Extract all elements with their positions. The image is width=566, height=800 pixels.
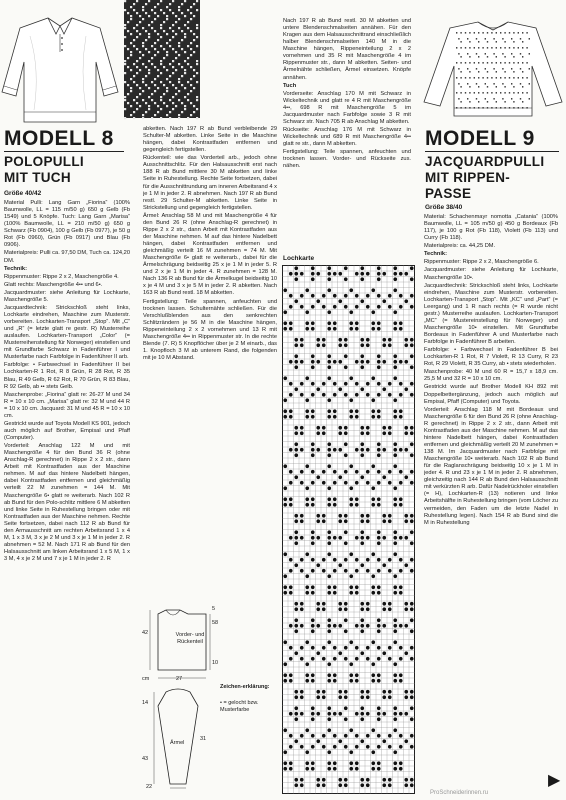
paragraph: Fertigstellung: Teile spannen, anfeuchten und trocknen lassen. Vorder- und Rückseite zus. nähen.	[283, 149, 411, 170]
paragraph: Rippenmuster: Rippe 2 x 2, Maschengröße 6.	[424, 259, 539, 266]
dim-42: 42	[142, 630, 149, 636]
model8-rule	[4, 151, 124, 152]
paragraph: Gestrickt wurde auf Brother Modell KH 892 mit Doppelbettergänzung, jedoch auch möglich auf Empisal, Pfaff (Computer) und Toyota.	[424, 384, 558, 405]
dim-14: 14	[142, 700, 149, 706]
paragraph: abketten. Nach 197 R ab Bund verbleibende 29 Schulter-M abketten. Linke Seite in die Maschine hängen, dabei Kontrastfaden entfernen und gegengleich fertigstellen.	[143, 126, 277, 154]
paragraph: Material: Schachenmayr nomotta „Catania“ (100% Baumwolle, LL = 105 m/50 g) 450 g Bordeaux (Fb 117), je 100 g Rot (Fb 118), Violett (Fb 113) und Curry (Fb 118).	[424, 214, 558, 242]
unit-label: cm	[142, 676, 150, 682]
paragraph: Vorderteil: Anschlag 118 M mit Bordeaux und Maschengröße 6 für den Bund 26 R (ohne Anschlag-R gerechnet) in Rippe 2 x 2 str., dann Arbeit mit Kontrastfaden aus der Maschine nehmen. M auf das hintere Nadelbett hängen, dabei Kontrastfaden entfernen und gleichmäßig verteilt 20 M zunehmen = 138 M. Im Jacquardmuster nach Farbfolge mit Maschengröße 10• weiterarb. Nach 102 R ab Bund für die Raglanschrägung beidseitig 10 x je 1 M in jeder 4. R und 23 x je 1 M in jeder 2. R abnehmen, gleichzeitig nach 144 R ab Bund den Halsausschnitt mit verkürzten R arb. Dafür Nadelrückholer einstellen (= H), Lochkarten-R (13) notieren und linke Arbeitshälfte in Ruhestellung bringen (vom Löcher zu vermeiden, den Faden um die letzte Nadel in Ruhestellung legen). Nach 154 R ab Bund sind die M in Ruhestellung	[424, 406, 558, 526]
dim-10: 10	[212, 660, 219, 666]
model8-instructions-col1	[4, 200, 130, 790]
paragraph: Vorderteil: Anschlag 122 M und mit Maschengröße 4 für den Bund 36 R (ohne Anschlag-R gerechnet) in Rippe 2 x 2 str., dann Arbeit mit Kontrastfaden aus der Maschine nehmen. M auf das hintere Nadelbett hängen, dabei Kontrastfaden entfernen und gleichmäßig verteilt 22 M zunehmen = 144 M. Mit Maschengröße 6• glatt re weiterarb. Nach 102 R ab Bund für den Polo-schlitz mittlere 6 M abketten und linke Seite in Ruhestellung bringen oder mit Kontrastfaden aus der Maschine nehmen. Rechte Seite fortsetzen, dabei nach 112 R ab Bund für den Armausschnitt am rechten Arbeitsrand 1 x 4 M, 1 x 3 M, 3 x je 2 M und 3 x je 1 M in jeder 2. R abnehmen = 52 M. Nach 171 R ab Bund für den Halsausschnitt am linken Arbeitsrand 1 x 5 M, 1 x 3 M, 4 x je 2 M und 7 x je 1 M in jeder 2. R	[4, 443, 130, 563]
dim-43: 43	[142, 756, 149, 762]
paragraph: Rippenmuster: Rippe 2 x 2, Maschengröße 4.	[4, 273, 119, 280]
model8-subtitle-2: MIT TUCH	[4, 170, 71, 185]
model9-size: Größe 38/40	[425, 204, 463, 211]
paragraph: Materialpreis: Pulli ca. 97,50 DM, Tuch ca. 124,20 DM.	[4, 250, 130, 264]
front-back-schematic	[140, 606, 220, 686]
sleeve-label: Ärmel	[170, 740, 185, 746]
dim-31: 31	[200, 736, 207, 742]
paragraph: Jacquardtechnik: Strickschloß steht links, Lochkarte eindrehen, Maschine zum Musterstr. vorbereiten. Lochkarten-Transport „Stop“. Mit „KC“ und „Part“ (= Leergang) und 1 R nach rechts (= R wurde nicht gestr.) Musterreihe auslaufen. Lochkarten-Transport „MC“ (= Mustereinstellung für Norweger) und Maschengröße 10• einstellen. Mit Grundfarbe Bordeaux in Fadenführer A und Musterfarbe nach Farbfolge in Fadenführer B arbeiten.	[424, 282, 558, 346]
watermark: ProSchneiderinnen.ru	[430, 790, 489, 796]
paragraph: Material Pulli: Lang Garn „Fiorina“ (100% Baumwolle, LL = 115 m/50 g) 650 g Gelb (Fb 1549) und 5 Knöpfe. Tuch: Lang Garn „Marisa“ (100% Baumwolle, LL = 210 m/50 g) 650 g Schwarz (Fb 0904), 100 g Gelb (Fb 0977), je 50 g Rot (Fb 0960), Grün (Fb 0917) und Blau (Fb 0906).	[4, 200, 130, 249]
legend-dot: • = gelocht bzw. Musterfarbe	[220, 700, 259, 713]
polo-sweater-illustration	[0, 0, 122, 130]
model8-size: Größe 40/42	[4, 190, 42, 197]
front-back-label: Vorder- und Rückenteil	[175, 632, 205, 645]
paragraph: Jacquardmuster: siehe Anleitung für Lochkarte, Maschengröße 5.	[4, 289, 130, 303]
col3-instructions	[283, 18, 411, 250]
jacquard-sweater-illustration	[420, 20, 566, 120]
model9-instructions	[424, 214, 561, 792]
legend-title: Zeichen-erklärung:	[220, 684, 270, 690]
dim-5: 5	[212, 606, 216, 612]
paragraph: Ärmel: Anschlag 58 M und mit Maschengröße 4 für den Bund 26 R (ohne Anschlag-R gerechnet) in Rippe 2 x 2 str., dann Arbeit mit Kontrastfaden aus der Maschine nehmen. M auf das hintere Nadelbett hängen, dabei Kontrastfaden entfernen und gleichmäßig verteilt 16 M zunehmen = 74 M. Mit Maschengröße 6• glatt re weiterarb., dabei für die Ärmelschrägung beidseitig 25 x je 1 M in jeder 5. R und 2 x je 1 M in jeder 4. R zunehmen = 128 M. Nach 136 R ab Bund für die Ärmelkugel beidseitig 10 x je 4 M und 3 x je 5 M in jeder 2. R abketten. Nach 163 R ab Bund restl. 18 M abketten.	[143, 212, 277, 297]
heading: Technik:	[4, 265, 27, 272]
dim-27: 27	[176, 676, 183, 682]
model9-subtitle-3: PASSE	[425, 186, 472, 201]
paragraph: Maschenprobe: 40 M und 60 R = 15,7 x 18,9 cm. 25,5 M und 32 R = 10 x 10 cm.	[424, 369, 558, 383]
model8-instructions-col2	[143, 126, 277, 601]
model9-subtitle-1: JACQUARDPULLI	[425, 154, 545, 169]
paragraph: Rückseite: Anschlag 176 M mit Schwarz in Wickeltechnik und 689 R mit Maschengröße 4•• glatt re str., dann M abketten.	[283, 126, 411, 148]
paragraph: Fertigstellung: Teile spannen, anfeuchten und trocknen lassen. Schulternähte schließen. Für die Verschlußblenden aus den senkrechten Schlitzrändern je 56 M in die Maschine hängen, Rippeneinteilung 2 x 2 vornehmen und 13 R mit Maschengröße 4•• in Rippenmuster str. In die rechte Blende (7. R) 5 Knopflöcher über je 2 M einarb., das 1. Knopfloch 3 M ab unterem Rand, die folgenden mit je 10 M Abstand.	[143, 298, 277, 361]
paragraph: Materialpreis: ca. 44,25 DM.	[424, 243, 496, 250]
heading: Tuch	[283, 82, 297, 89]
model8-title: MODELL 8	[4, 127, 114, 150]
paragraph: Maschenprobe: „Fiorina“ glatt re: 26-27 M und 34 R = 10 x 10 cm. „Marisa“ glatt re: 32 M und 44 R = 10 x 10 cm. Jacquard: 31 M und 45 R = 10 x 10 cm.	[4, 391, 130, 419]
paragraph: Jacquardmuster: siehe Anleitung für Lochkarte, Maschengröße 10•.	[424, 267, 558, 281]
paragraph: Farbfolge: • Farbwechsel in Fadenführer B bei Lochkarten-R 1 Rot, R 7 Violett, R 13 Curry, R 23 Rot, R 29 Violett, R 35 Curry, ab • stets wiederholen.	[424, 347, 558, 368]
dim-58: 58	[212, 620, 219, 626]
model9-rule	[425, 151, 559, 152]
paragraph: Nach 197 R ab Bund restl. 30 M abketten und untere Blendenschmalseiten annähen. Für den Kragen aus dem Halsausschnittrand einschließlich halber Blendenschmalseiten 140 M in die Maschine hängen, Rippeneinteilung 2 x 2 vornehmen und 35 R mit Maschengröße 4 im Rippenmuster str., dann M abketten. Seiten- und Ärmelnähte schließen, Ärmel einsetzen. Knöpfe annähen.	[283, 18, 411, 81]
paragraph: Vorderseite: Anschlag 170 M mit Schwarz in Wickeltechnik und glatt re 4 R mit Maschengröße 4••, 698 R mit Maschengröße 5 im Jacquardmuster nach Farbfolge sowie 3 R mit Schwarz str. Nach 705 R ab Anschlag M abketten.	[283, 90, 411, 125]
heading: Technik:	[424, 251, 447, 258]
dim-22: 22	[146, 784, 153, 790]
lochkarte-grid	[282, 265, 416, 795]
lochkarte-title: Lochkarte	[283, 255, 315, 262]
model8-subtitle-1: POLOPULLI	[4, 154, 84, 169]
paragraph: Farbfolge: • Farbwechsel in Fadenführer II bei Lochkarten-R 1 Rot, R 8 Grün, R 28 Rot, R 35 Blau, R 49 Gelb, R 62 Rot, R 70 Grün, R 83 Blau, R 92 Gelb, ab •• stets Gelb.	[4, 362, 130, 390]
paragraph: Jacquardtechnik: Strickschloß steht links, Lochkarte eindrehen, Maschine zum Musterstr. vorbereiten. Lochkarten-Transport „Stop“. Mit „C“ und „R“ (= letzte glatt re gestr. R) Musterreihe auslaufen. Lochkarten-Transport „Color“ (= Musterreihenstellung für Norweger) einstellen und mit Grundfarbe Schwarz in Fadenführer I und Musterfarbe nach Farbfolge in Fadenführer II arb.	[4, 304, 130, 361]
paragraph: Gestrickt wurde auf Toyota Modell KS 901, jedoch auch möglich auf Brother, Empisal und Pfaff (Computer).	[4, 420, 130, 441]
scarf-swatch-illustration	[122, 0, 202, 120]
model9-title: MODELL 9	[425, 127, 535, 150]
paragraph: Glatt rechts: Maschengröße 4•• und 6•.	[4, 281, 103, 288]
paragraph: Rückenteil: wie das Vorderteil arb., jedoch ohne Ausschnittschlitz. Für den Halsausschnitt erst nach 188 R ab Bund mittlere 30 M abketten und linke Seite in Ruhestellung. Rechte Seite fortsetzen, dabei für die Ausschnittrundung am inneren Arbeitsrand 4 x je 1 M in jeder 2. R abnehmen. Nach 197 R ab Bund restl. 29 Schulter-M abketten. Linke Seite in Strickstellung und gegengleich fertigstellen.	[143, 155, 277, 211]
next-page-arrow-icon[interactable]: ▶	[548, 772, 561, 789]
model9-subtitle-2: MIT RIPPEN-	[425, 170, 511, 185]
